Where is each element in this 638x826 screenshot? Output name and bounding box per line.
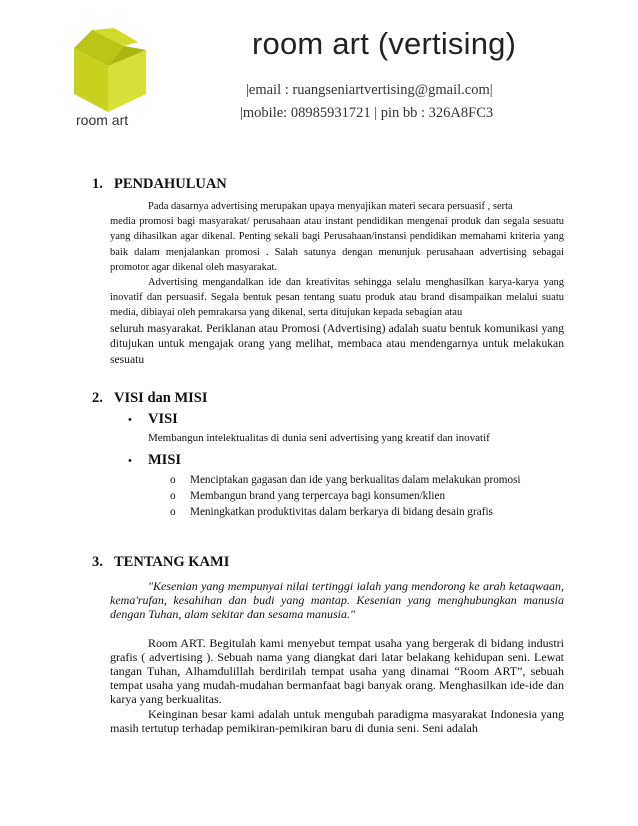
email-line: |email : ruangseniartvertising@gmail.com| [246,82,493,98]
visi-text: Membangun intelektualitas di dunia seni advertising yang kreatif dan inovatif [148,432,490,445]
section-title: TENTANG KAMI [114,554,230,571]
paragraph: Keinginan besar kami adalah untuk mengubah paradigma masyarakat Indonesia yang masih tertutup terhadap pemikiran-pemikiran baru di dunia seni. Seni adalah [110,706,564,735]
section-title: PENDAHULUAN [114,176,227,192]
section-heading [92,390,564,407]
quote-paragraph: "Kesenian yang mempunyai nilai tertinggi ialah yang mendorong ke arah ketaqwaan, kema'rufan, kesahihan dan budi yang mantap. Kesenian yang menghubungkan manusia dengan Tuhan, alam sekitar dan sesama manusia." [110,579,564,622]
list-marker: o [170,506,176,519]
misi-title: MISI [148,452,182,469]
visi-heading [128,411,564,428]
section-heading [92,176,564,193]
misi-list [170,472,564,520]
list-item-text: Menciptakan gagasan dan ide yang berkualitas dalam melakukan promosi [190,474,521,487]
mobile-line: |mobile: 08985931721 | pin bb : 326A8FC3 [240,105,494,121]
section-number: 3. [92,554,103,571]
list-item-text: Membangun brand yang terpercaya bagi konsumen/klien [190,490,446,503]
list-item-text: Meningkatkan produktivitas dalam berkarya di bidang desain grafis [190,506,493,519]
list-item [170,488,564,504]
section-title: VISI dan MISI [114,390,208,407]
room-art-logo-icon [66,28,156,123]
misi-heading [128,452,564,469]
list-marker: o [170,474,176,487]
brand-name: room art (vertising) [252,26,517,61]
paragraph: Advertising mengandalkan ide dan kreativitas sehingga selalu menghasilkan karya-karya yang inovatif dan persuasif. Segala bentuk pesan tentang suatu produk atau brand disampaikan melalui suatu media, dibiayai oleh pemrakarsa yang dikenal, serta ditujukan kepada sebagian atau [110,277,564,319]
paragraph: Pada dasarnya advertising merupakan upaya menyajikan materi secara persuasif , serta [148,201,513,212]
document-body [92,176,564,735]
section-heading [92,554,564,571]
logo-text: room art [76,112,129,128]
list-item [170,504,564,520]
paragraph: Room ART. Begitulah kami menyebut tempat usaha yang bergerak di bidang industri grafis ( advertising ). Sebuah nama yang diangkat dari latar belakang kehidupan seni. Lewat tangan Tuhan, Alhamdulillah berdirilah tempat usaha yang dinamai “Room ART”, sebuah tempat usaha yang mudah-mudahan bermanfaat bagi banyak orang. Menghasilkan ide-ide dan karya yang berkualitas. [110,635,564,707]
letterhead [0,0,638,150]
bullet-icon: • [128,454,132,467]
paragraph: seluruh masyarakat. Periklanan atau Promosi (Advertising) adalah suatu bentuk komunikasi yang ditujukan untuk mengajak orang yang melihat, membaca atau mendengarnya untuk melakukan sesuatu [110,321,564,367]
section-number: 2. [92,390,103,407]
list-marker: o [170,490,176,503]
visi-title: VISI [148,411,178,428]
section-number: 1. [92,176,103,192]
bullet-icon: • [128,413,132,426]
paragraph: media promosi bagi masyarakat/ perusahaan atau instant pendidikan mengenai produk dan segala sesuatu yang dihasilkan agar dikenal. Penting sekali bagi Perusahaan/instansi pendidikan memahami kriteria yang baik dalam menjalankan promosi . Salah satunya dengan menunjuk perusahaan advertising sebagai promotor agar dikenal oleh masyarakat. [110,216,564,273]
list-item [170,472,564,488]
